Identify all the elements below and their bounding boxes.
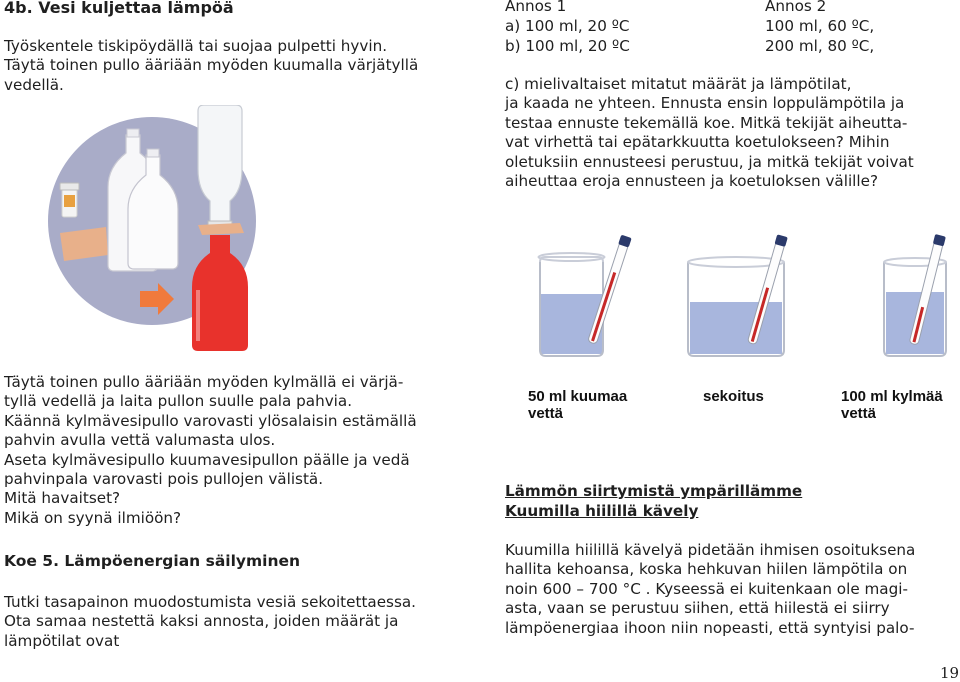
instruction-line: Mitä havaitset?	[4, 489, 121, 508]
row-b-left: b) 100 ml, 20 ºC	[505, 37, 630, 55]
bottle-illustration	[48, 105, 298, 353]
figure-label-line: 100 ml kylmää	[841, 388, 943, 405]
intro-line: Täytä toinen pullo ääriään myöden kuumalla värjätyllä	[4, 56, 419, 75]
instruction-line: pahvinpala varovasti pois pullojen välistä.	[4, 470, 324, 489]
figure-label-line: vettä	[841, 405, 877, 422]
row-b-right: 200 ml, 80 ºC,	[765, 37, 875, 55]
instruction-line: pahvin avulla vettä valumasta ulos.	[4, 431, 276, 450]
option-c-line: c) mielivaltaiset mitatut määrät ja lämpötilat,	[505, 75, 852, 93]
koe-line: Ota samaa nestettä kaksi annosta, joiden määrät ja	[4, 612, 399, 631]
box-body	[505, 541, 960, 638]
figure-label-hot	[528, 388, 627, 422]
card-between-bottles	[198, 223, 244, 235]
option-c-text	[505, 75, 960, 191]
option-c-line: testaa ennuste tekemällä koe. Mitkä tekijät aiheutta-	[505, 113, 908, 132]
option-c-line: ja kaada ne yhteen. Ennusta ensin loppulämpötila ja	[505, 94, 905, 113]
box-line: asta, vaan se perustuu siihen, että hiilestä ei siirry	[505, 599, 890, 618]
option-c-line: vat virhettä tai epätarkkuutta koetulokseen? Mihin	[505, 133, 890, 152]
annos1-label: Annos 1	[505, 0, 567, 15]
row-a-left: a) 100 ml, 20 ºC	[505, 17, 630, 35]
jar-icon	[60, 183, 79, 217]
intro-line: Työskentele tiskipöydällä tai suojaa pulpetti hyvin.	[4, 37, 388, 55]
option-c-line: oletuksiin ennusteesi perustuu, ja mitkä tekijät voivat	[505, 152, 914, 171]
page-number: 19	[940, 664, 960, 682]
instruction-line: Aseta kylmävesipullo kuumavesipullon päälle ja vedä	[4, 450, 410, 469]
box-line: lämpöenergiaa ihoon niin nopeasti, että syntyisi palo-	[505, 618, 915, 637]
box-line: hallita kehoansa, koska hehkuvan hiilen lämpötila on	[505, 560, 908, 579]
figure-label-line: 50 ml kuumaa	[528, 388, 628, 405]
beaker-illustration	[500, 232, 960, 362]
figure-label-cold	[841, 388, 943, 422]
koe-line: Tutki tasapainon muodostumista vesiä sekoitettaessa.	[4, 593, 417, 611]
cardboard-piece	[60, 227, 108, 261]
koe-heading: Koe 5. Lämpöenergian säilyminen	[4, 552, 301, 570]
annos2-label: Annos 2	[765, 0, 827, 15]
box-line: Kuumilla hiilillä kävelyä pidetään ihmisen osoituksena	[505, 541, 916, 559]
option-c-line: aiheuttaa eroja ennusteen ja koetuloksen välille?	[505, 172, 879, 191]
thermometer-icon	[587, 235, 632, 345]
instruction-line: Mikä on syynä ilmiöön?	[4, 508, 182, 527]
row-a-right: 100 ml, 60 ºC,	[765, 17, 875, 35]
intro-line: vedellä.	[4, 75, 64, 94]
box-title-1: Lämmön siirtymistä ympärillämme	[505, 482, 803, 500]
section-heading: 4b. Vesi kuljettaa lämpöä	[4, 0, 234, 17]
figure-label-line: vettä	[528, 405, 564, 422]
instructions-text	[4, 373, 479, 528]
instruction-line: Käännä kylmävesipullo varovasti ylösalaisin estämällä	[4, 411, 417, 430]
box-title-2: Kuumilla hiilillä kävely	[505, 502, 699, 520]
intro-text	[4, 37, 474, 95]
instruction-line: tyllä vedellä ja laita pullon suulle pala pahvia.	[4, 392, 353, 411]
box-line: noin 600 – 700 °C . Kyseessä ei kuitenkaan ole magi-	[505, 579, 908, 598]
koe-text	[4, 593, 479, 651]
instruction-line: Täytä toinen pullo ääriään myöden kylmällä ei värjä-	[4, 373, 404, 391]
figure-label-mix: sekoitus	[703, 388, 764, 405]
koe-line: lämpötilat ovat	[4, 631, 120, 650]
